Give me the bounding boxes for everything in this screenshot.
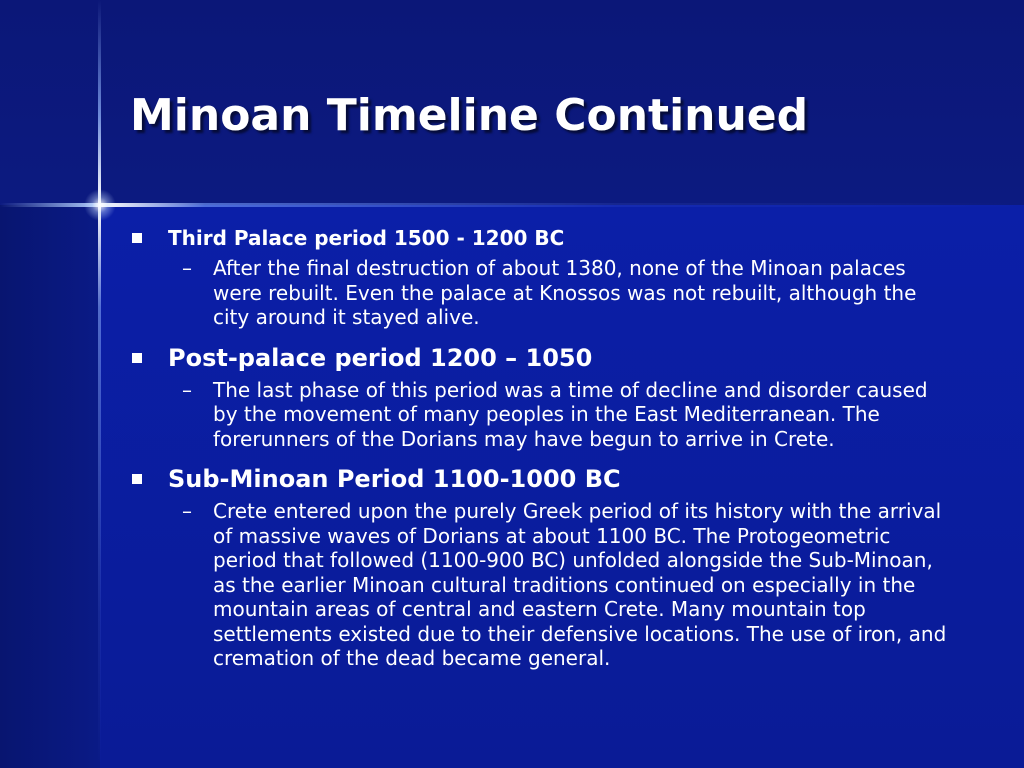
square-bullet-icon: [132, 233, 142, 243]
dash-bullet-icon: –: [182, 377, 192, 402]
item-heading: Post-palace period 1200 – 1050: [168, 343, 593, 372]
square-bullet-icon: [132, 353, 142, 363]
left-band-background: [0, 205, 100, 768]
dash-bullet-icon: –: [182, 499, 192, 523]
slide-title: Minoan Timeline Continued: [130, 90, 809, 141]
list-item: [130, 224, 960, 330]
square-bullet-icon: [132, 474, 142, 484]
slide-content: [130, 224, 960, 671]
item-detail: Crete entered upon the purely Greek period of its history with the arrival of massive waves of Dorians at about 1100 BC. The Protogeometric period that followed (1100-900 BC) unfolded alongside the Sub-Minoan, as the earlier Minoan cultural traditions continued on especially in the mountain areas of central and eastern Crete. Many mountain top settlements existed due to their defensive locations. The use of iron, and cremation of the dead became general.: [213, 499, 947, 670]
horizontal-light-beam: [0, 203, 1024, 207]
item-heading: Sub-Minoan Period 1100-1000 BC: [168, 465, 621, 493]
dash-bullet-icon: –: [182, 256, 192, 280]
vertical-light-beam: [98, 0, 101, 768]
item-heading: Third Palace period 1500 - 1200 BC: [168, 226, 565, 250]
item-detail: The last phase of this period was a time of decline and disorder caused by the movement of many peoples in the East Mediterranean. The forerunners of the Dorians may have begun to arrive in Crete.: [213, 377, 928, 451]
star-flare-icon: [84, 189, 116, 221]
list-item: [130, 463, 960, 671]
item-detail: After the final destruction of about 1380, none of the Minoan palaces were rebuilt. Even the palace at Knossos was not rebuilt, although the city around it stayed alive.: [213, 256, 917, 329]
list-item: [130, 342, 960, 452]
